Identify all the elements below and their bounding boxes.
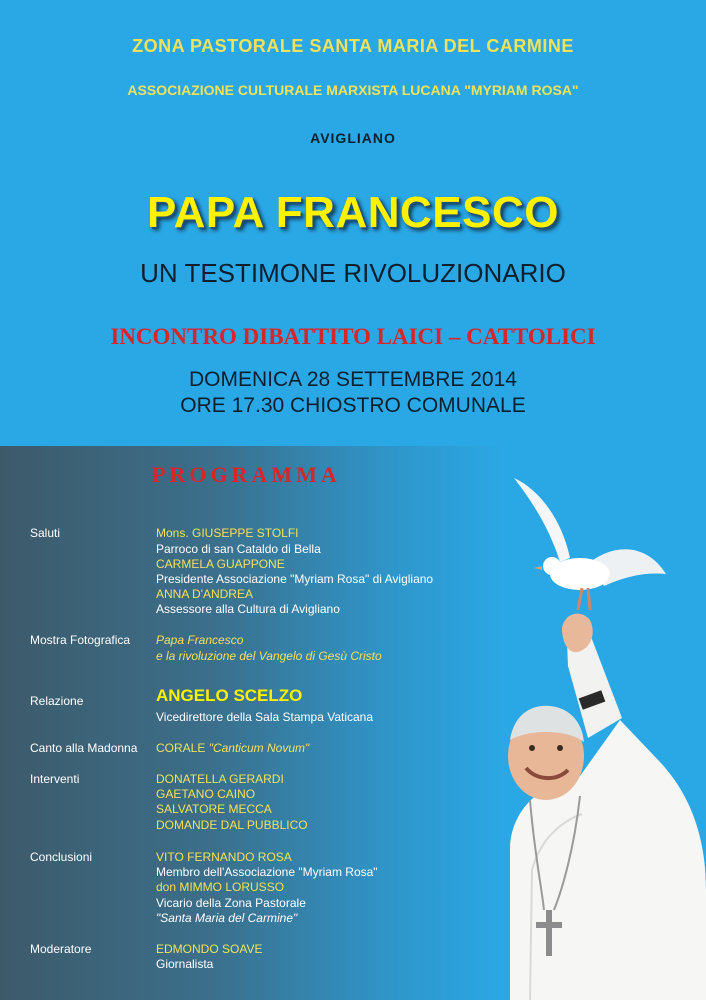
saluti-line-5: ANNA D'ANDREA — [156, 587, 253, 601]
moderatore-line-1: EDMONDO SOAVE — [156, 942, 263, 956]
pope-with-dove-illustration — [470, 470, 706, 1000]
organizer-associazione: ASSOCIAZIONE CULTURALE MARXISTA LUCANA "MYRIAM ROSA" — [127, 82, 579, 98]
relazione-line-1: ANGELO SCELZO — [156, 686, 303, 705]
saluti-line-2: Parroco di san Cataldo di Bella — [156, 542, 321, 556]
interventi-line-3: SALVATORE MECCA — [156, 802, 272, 816]
town-name: AVIGLIANO — [310, 130, 396, 146]
conclusioni-line-3: don MIMMO LORUSSO — [156, 880, 285, 894]
event-type: INCONTRO DIBATTITO LAICI – CATTOLICI — [110, 324, 596, 349]
saluti-label: Saluti — [30, 526, 61, 540]
mostra-label: Mostra Fotografica — [30, 633, 131, 647]
conclusioni-line-1: VITO FERNANDO ROSA — [156, 850, 292, 864]
saluti-line-4: Presidente Associazione "Myriam Rosa" di Avigliano — [156, 572, 434, 586]
relazione-line-2: Vicedirettore della Sala Stampa Vaticana — [156, 710, 374, 724]
dove-icon — [514, 478, 666, 610]
moderatore-line-2: Giornalista — [156, 957, 214, 971]
mostra-line-1: Papa Francesco — [156, 633, 244, 647]
conclusioni-line-4: Vicario della Zona Pastorale — [156, 896, 306, 910]
interventi-label: Interventi — [30, 772, 80, 786]
relazione-label: Relazione — [30, 694, 84, 708]
saluti-line-1: Mons. GIUSEPPE STOLFI — [156, 526, 299, 540]
canto-label: Canto alla Madonna — [30, 741, 138, 755]
interventi-line-1: DONATELLA GERARDI — [156, 772, 284, 786]
interventi-line-4: DOMANDE DAL PUBBLICO — [156, 818, 308, 832]
page-title: PAPA FRANCESCO — [147, 188, 559, 237]
organizer-zona-pastorale: ZONA PASTORALE SANTA MARIA DEL CARMINE — [132, 36, 574, 56]
programme-heading: PROGRAMMA — [152, 462, 341, 487]
interventi-line-2: GAETANO CAINO — [156, 787, 256, 801]
saluti-line-3: CARMELA GUAPPONE — [156, 557, 285, 571]
page-subtitle: UN TESTIMONE RIVOLUZIONARIO — [140, 258, 566, 288]
event-time-place: ORE 17.30 CHIOSTRO COMUNALE — [180, 394, 526, 417]
canto-corale: CORALE — [156, 741, 206, 755]
moderatore-label: Moderatore — [30, 942, 92, 956]
saluti-line-6: Assessore alla Cultura di Avigliano — [156, 602, 340, 616]
event-date: DOMENICA 28 SETTEMBRE 2014 — [189, 368, 517, 391]
mostra-line-2: e la rivoluzione del Vangelo di Gesù Cristo — [156, 649, 382, 663]
conclusioni-line-2: Membro dell'Associazione "Myriam Rosa" — [156, 865, 378, 879]
conclusioni-label: Conclusioni — [30, 850, 93, 864]
canto-line-1 — [156, 741, 309, 755]
canto-name: "Canticum Novum" — [208, 741, 310, 755]
conclusioni-line-5: "Santa Maria del Carmine" — [156, 911, 298, 925]
